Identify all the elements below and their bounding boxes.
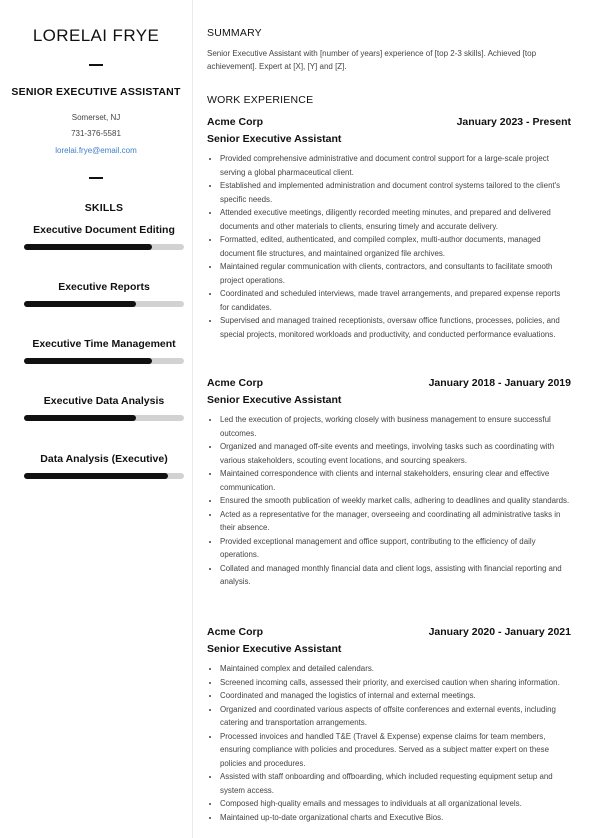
list-item: • Maintained up-to-date organizational charts and Executive Bios. — [220, 811, 571, 825]
list-item: • Processed invoices and handled T&E (Travel & Expense) expense claims for team members, ensuring compliance with policies and procedures. Served as a subject matter expert on these policies and procedures. — [220, 730, 571, 771]
skill-level-fill — [24, 244, 152, 250]
skill-level-fill — [24, 358, 152, 364]
skills-heading: SKILLS — [84, 202, 124, 214]
job-dates: January 2023 - Present — [456, 116, 571, 128]
skill-level-bar — [24, 415, 184, 421]
job-bullets — [207, 662, 571, 824]
job-title-heading: SENIOR EXECUTIVE ASSISTANT — [11, 86, 181, 98]
job-bullets — [207, 152, 571, 341]
skill-item — [0, 453, 208, 465]
skill-level-bar — [24, 301, 184, 307]
company-name: Acme Corp — [207, 626, 264, 638]
skill-level-fill — [24, 415, 136, 421]
candidate-name: LORELAI FRYE — [32, 26, 160, 45]
skill-level-bar — [24, 358, 184, 364]
skill-item — [0, 224, 208, 236]
summary-text: Senior Executive Assistant with [number of years] experience of [top 2-3 skills]. Achieved [top achievement]. Expert at [X], [Y] and [Z]. — [207, 49, 537, 71]
skill-name: Executive Reports — [58, 281, 150, 293]
list-item: • Provided exceptional management and office support, contributing to the efficiency of daily operations. — [220, 535, 571, 562]
job-title: Senior Executive Assistant — [207, 643, 342, 655]
list-item: • Acted as a representative for the manager, overseeing and coordinating all administrative tasks in their absence. — [220, 508, 571, 535]
skill-name: Executive Document Editing — [33, 224, 175, 236]
job-title: Senior Executive Assistant — [207, 133, 342, 145]
list-item: • Attended executive meetings, diligently recorded meeting minutes, and prepared and delivered documents and other materials to clients, ensuring timely and accurate delivery. — [220, 206, 571, 233]
skill-item — [0, 338, 208, 350]
list-item: • Maintained correspondence with clients and internal stakeholders, ensuring clear and effective communication. — [220, 467, 571, 494]
list-item: • Organized and coordinated various aspects of offsite conferences and external events, including catering and transportation arrangements. — [220, 703, 571, 730]
email-link[interactable]: lorelai.frye@email.com — [55, 146, 137, 155]
job-dates: January 2020 - January 2021 — [428, 626, 571, 638]
skill-level-fill — [24, 301, 136, 307]
column-divider — [192, 0, 193, 838]
list-item: • Led the execution of projects, working closely with business management to ensure successful outcomes. — [220, 413, 571, 440]
skill-name: Data Analysis (Executive) — [40, 453, 168, 465]
skill-item — [0, 395, 208, 407]
list-item: • Organized and managed off-site events and meetings, involving tasks such as coordinating with various stakeholders, scouting event locations, and sourcing speakers. — [220, 440, 571, 467]
skill-level-bar — [24, 473, 184, 479]
job-dates: January 2018 - January 2019 — [428, 377, 571, 389]
list-item: • Established and implemented administration and document control systems tailored to the client's specific needs. — [220, 179, 571, 206]
location: Somerset, NJ — [71, 113, 121, 122]
list-item: • Collated and managed monthly financial data and client logs, assisting with financial reporting and analysis. — [220, 562, 571, 589]
divider-dash — [89, 177, 103, 179]
skill-level-bar — [24, 244, 184, 250]
phone: 731-376-5581 — [71, 129, 121, 138]
list-item: • Maintained regular communication with clients, contractors, and consultants to facilitate smooth project operations. — [220, 260, 571, 287]
list-item: • Coordinated and scheduled interviews, made travel arrangements, and prepared expense reports for candidates. — [220, 287, 571, 314]
list-item: • Composed high-quality emails and messages to individuals at all organizational levels. — [220, 797, 571, 811]
job-entry — [207, 377, 571, 589]
skill-item — [0, 281, 208, 293]
job-entry — [207, 626, 571, 824]
job-bullets — [207, 413, 571, 589]
list-item: • Provided comprehensive administrative and document control support for a large-scale project serving a global pharmaceutical client. — [220, 152, 571, 179]
list-item: • Ensured the smooth publication of weekly market calls, adhering to deadlines and quality standards. — [220, 494, 571, 508]
skill-level-fill — [24, 473, 168, 479]
list-item: • Screened incoming calls, assessed their priority, and exercised caution when sharing information. — [220, 676, 571, 690]
divider-dash — [89, 64, 103, 66]
summary-heading: SUMMARY — [207, 27, 262, 39]
company-name: Acme Corp — [207, 377, 264, 389]
list-item: • Supervised and managed trained receptionists, oversaw office functions, processes, policies, and special projects, monitored workloads and productivity, and conducted performance evaluations. — [220, 314, 571, 341]
list-item: • Coordinated and managed the logistics of internal and external meetings. — [220, 689, 571, 703]
skill-name: Executive Data Analysis — [43, 395, 165, 407]
job-entry — [207, 116, 571, 341]
job-title: Senior Executive Assistant — [207, 394, 342, 406]
skill-name: Executive Time Management — [32, 338, 176, 350]
list-item: • Formatted, edited, authenticated, and compiled complex, multi-author documents, managed document file structures, and maintained organized file archives. — [220, 233, 571, 260]
list-item: • Maintained complex and detailed calendars. — [220, 662, 571, 676]
list-item: • Assisted with staff onboarding and offboarding, which included requesting equipment setup and system access. — [220, 770, 571, 797]
work-experience-heading: WORK EXPERIENCE — [207, 94, 314, 106]
company-name: Acme Corp — [207, 116, 264, 128]
